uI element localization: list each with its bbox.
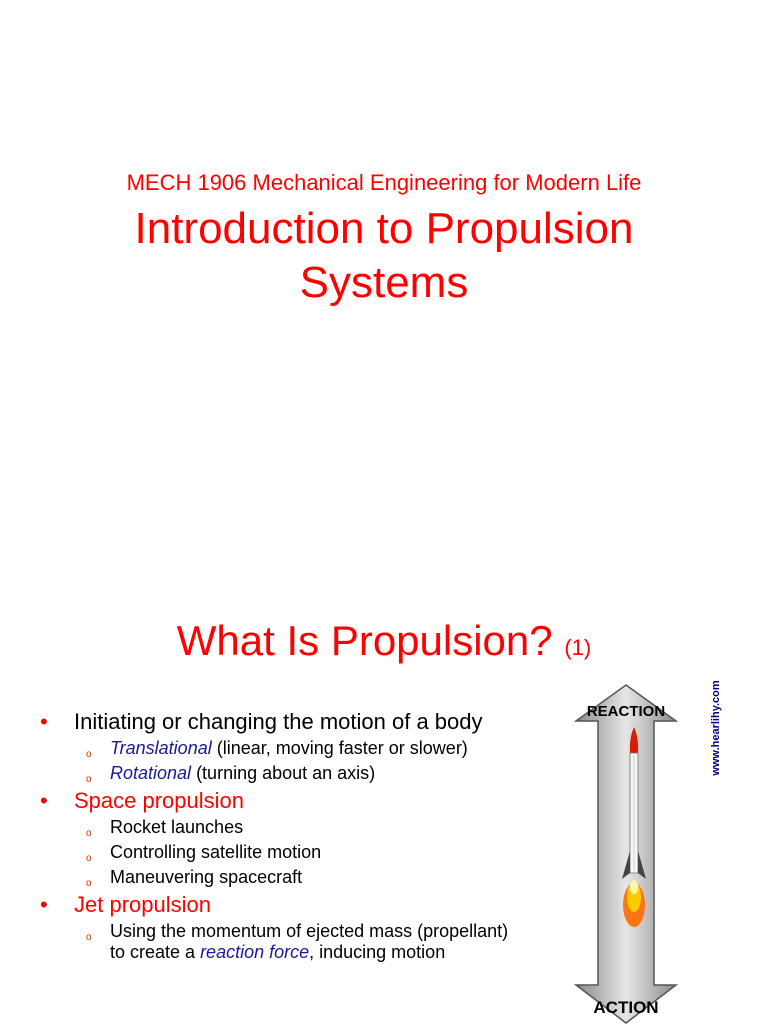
sub-bullet-text: Rocket launches xyxy=(110,817,244,837)
sub-bullet-satellite-motion xyxy=(40,842,520,863)
sub-bullet-rocket-launches xyxy=(40,817,520,838)
bullet-dot-icon: • xyxy=(40,788,48,813)
term-reaction-force: reaction force xyxy=(200,942,310,962)
bullet-text: Jet propulsion xyxy=(74,892,211,917)
sub-bullet-text: Maneuvering spacecraft xyxy=(110,867,303,887)
sub-bullet-text: Using the momentum of ejected mass (propellant) to create a xyxy=(110,921,509,962)
bullet-jet-propulsion xyxy=(40,892,520,917)
bullet-space-propulsion xyxy=(40,788,520,813)
bullet-dot-icon: • xyxy=(40,709,48,734)
slide-title-number: (1) xyxy=(564,635,592,660)
sub-bullet-rotational xyxy=(40,763,520,784)
sub-bullet-text: , inducing motion xyxy=(309,942,446,962)
main-title xyxy=(0,202,768,310)
sub-bullet-momentum xyxy=(40,921,520,963)
propulsion-slide xyxy=(0,585,768,1024)
bullet-motion xyxy=(40,709,520,734)
slide-title-text: What Is Propulsion? xyxy=(176,617,553,664)
course-line: MECH 1906 Mechanical Engineering for Modern Life xyxy=(126,170,642,195)
sub-bullet-text: (turning about an axis) xyxy=(191,763,376,783)
double-arrow-shape xyxy=(576,685,676,1023)
sub-bullet-circle-icon: o xyxy=(86,932,92,943)
sub-bullet-circle-icon: o xyxy=(86,878,92,889)
bullet-list xyxy=(40,709,520,967)
sub-bullet-translational xyxy=(40,738,520,759)
sub-bullet-circle-icon: o xyxy=(86,774,92,785)
reaction-label: REACTION xyxy=(586,703,666,720)
bullet-text: Initiating or changing the motion of a body xyxy=(74,709,483,734)
sub-bullet-circle-icon: o xyxy=(86,853,92,864)
sub-bullet-text: (linear, moving faster or slower) xyxy=(211,738,468,758)
website-credit-text: www.hearlihy.com xyxy=(710,680,722,776)
bullet-dot-icon: • xyxy=(40,892,48,917)
sub-bullet-circle-icon: o xyxy=(86,749,92,760)
main-title-line-1: Introduction to Propulsion xyxy=(134,204,634,253)
term-translational: Translational xyxy=(110,738,212,758)
main-title-line-2: Systems xyxy=(299,258,469,307)
sub-bullet-maneuvering xyxy=(40,867,520,888)
sub-bullet-circle-icon: o xyxy=(86,828,92,839)
slide-title xyxy=(0,615,768,674)
action-label: ACTION xyxy=(593,998,659,1017)
website-credit xyxy=(706,673,726,783)
bullet-text: Space propulsion xyxy=(74,788,245,813)
term-rotational: Rotational xyxy=(110,763,192,783)
sub-bullet-text: Controlling satellite motion xyxy=(110,842,322,862)
rocket-action-reaction-illustration xyxy=(572,683,680,1024)
